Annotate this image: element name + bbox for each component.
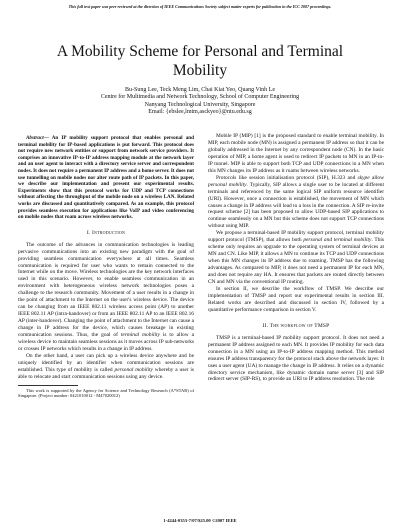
left-column (18, 135, 194, 399)
author-block (20, 87, 380, 117)
workflow-paragraph-1: TMSP is a terminal-based IP mobility support protocol. It does not need a permanent IP address assigned to each MN. It provides IP mobility for each data connection in a MN using an IP-to-IP address mapping method. This method ensures IP address transparency for the protocol stack above the network layer. It uses a user agent (UA) to manage the change in IP address. It relies on a dynamic directory service mechanism, like dynamic domain name server [3] and SIP redirect server (SIP-RS), to provide an URI to IP address resolution. The role (208, 334, 384, 383)
funding-footnote: This work is supported by the Agency for Science and Technology Research (A*STAR) of Singapore. (Project number: 0421010012 - M47020012) (18, 387, 194, 399)
section-heading-introduction: I. Introduction (86, 229, 126, 236)
abstract-text: — An IP mobility support protocol that enables personal and terminal mobility for IP-based applications is put forward. This protocol does not require new network entities or support from network service providers. It comprises an innovative IP-to-IP address mapping module at the network layer and an user agent to interact with a directory service server and correspondent nodes. It does not require a permanent IP address and a home server. It does not use tunnelling on mobile nodes nor alter route path of IP packets. In this paper, we describe our implementation and present our experimental results. Experiments show that this protocol works for UDP and TCP connections without affecting the throughput of the mobile node on a wireless LAN. Related works are discussed and quantitatively compared. As an example, this protocol provides seamless execution for applications like VoIP and video conferencing on mobile nodes that roam across wireless networks. (18, 135, 194, 221)
right-paragraph-2: Protocols like session initialisation protocol (SIP), H.323 and skype allow personal mobility. Typically, SIP allows a single user to be located at different terminals and referenced by the same logical SIP uniform resource identifier (URI). However, once a connection is established, the movement of MN which causes a change in IP address will lead to a loss in the connection. A SIP re-invite request scheme [2] has been proposed to allow UDP-based SIP applications to continue seamlessly on a MN but this scheme does not support TCP connections without using MIP. (208, 174, 384, 230)
footnote-rule (18, 385, 78, 386)
author-names: Bu-Sung Lee, Teck Meng Lim, Chai Kiat Yeo, Quang Vinh Le (125, 87, 275, 93)
author-affiliation-1: Centre for Multimedia and Network Technology, School of Computer Engineering (100, 94, 300, 101)
peer-review-banner: This full text paper was peer reviewed at the direction of IEEE Communications Society subject matter experts for publication in the ICC 2007 proceedings. (68, 4, 332, 9)
abstract-lead: Abstract (26, 135, 44, 141)
right-paragraph-1: Mobile IP (MIP) [1] is the proposed standard to enable terminal mobility. In MIP, each mobile node (MN) is assigned a permanent IP address so that it can be globally addressed in the Internet by any correspondent node (CN). In the basic operation of MIP, a home agent is used to redirect IP packets to MN in an IP-in-IP tunnel. MIP is able to support both TCP and UDP connections in a MN when this MN changes its IP address as it roams between wireless networks. (208, 133, 384, 174)
author-affiliation-2: Nanyang Technological University, Singapore (144, 101, 256, 108)
author-email: Email: {ebslee,lmtm,asckyeo}@ntu.edu.sg (148, 109, 252, 116)
paper-title: A Mobility Scheme for Personal and Terminal Mobility (56, 43, 344, 79)
copyright-footer: 1-4244-0353-7/07/$25.00 ©2007 IEEE (163, 518, 237, 523)
intro-paragraph-2: On the other hand, a user can pick up a wireless device anywhere and be uniquely identified by an identifier when communication sessions are established. This type of mobility is called personal mobility whereby a user is able to relocate and start communication sessions using any device. (18, 352, 194, 380)
right-column (208, 133, 384, 383)
section-heading-workflow: II. The workflow of TMSP (262, 322, 330, 329)
right-paragraph-3: We propose a terminal-based IP mobility support protocol, terminal mobility support protocol (TMSP), that allows both personal and terminal mobility. This scheme only requires an upgrade to the operating system of terminal devices at MN and CN. Like MIP, it allows a MN to continue its TCP and UDP connections when this MN changes its IP address due to roaming. TMSP has the following advantages. As compared to MIP, it does not need a permanent IP for each MN, and does not require any HA. It ensures that packets are routed directly between CN and MN via the conventional IP routing. (208, 230, 384, 286)
right-paragraph-4: In section II, we describe the workflow of TMSP. We describe our implementation of TMSP and report our experimental results in section III. Related works are described and discussed in section IV, followed by a quantitative performance comparison in section V. (208, 285, 384, 313)
intro-paragraph-1: The outcome of the advances in communication technologies is leading pervasive communications into an existing new paradigm with the goal of providing seamless communication everywhere at all times. Seamless communication is required for user who wants to remain connected to the Internet while on the move. Wireless technologies are the key network interfaces used in this scenario. However, to enable seamless communication in an environment with heterogeneous wireless network technologies poses a challenge to the research community. Movement of a user results in a change in the point of attachment to the Internet on the user's wireless device. The device can be changing from an IEEE 802.11 wireless access point (AP) to another IEEE 802.11 AP (intra-handover) or from an IEEE 802.11 AP to an IEEE 802.16 AP (inter-handover). Changing the point of attachment to the Internet can cause a change in IP address for the device, which causes breakage in existing communication sessions. Thus, the goal of terminal mobility is to allow a wireless device to maintain seamless sessions as it moves across IP sub-networks or crosses IP networks which results in a change in IP address. (18, 241, 194, 352)
abstract (18, 135, 194, 221)
